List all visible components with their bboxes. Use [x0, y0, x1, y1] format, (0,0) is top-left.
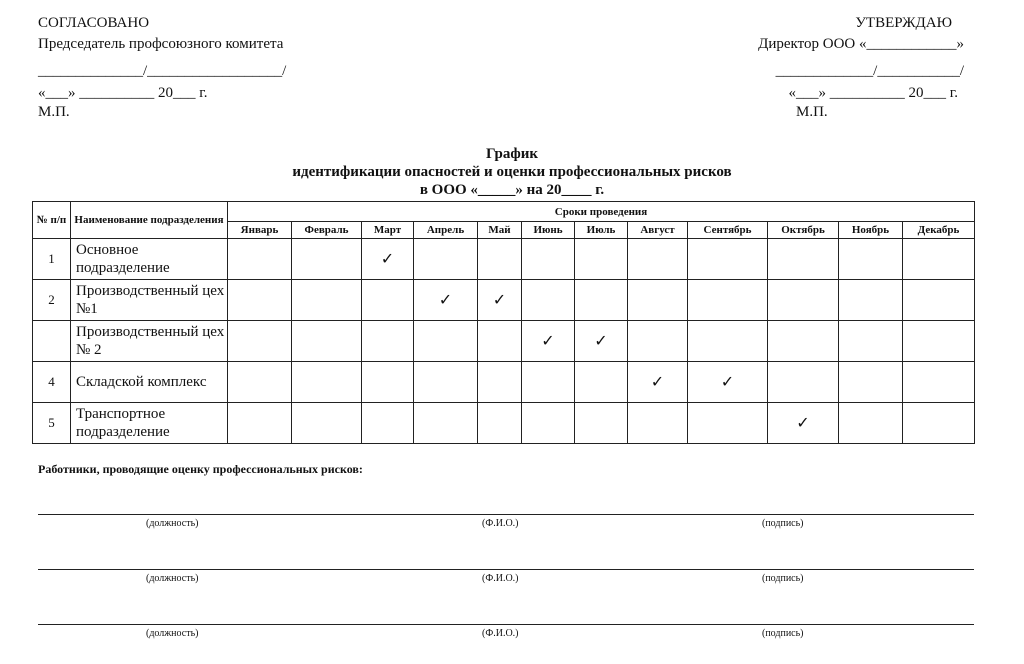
month-header: Май: [478, 222, 522, 239]
checkmark-icon: ✓: [650, 374, 665, 391]
department-name: Основное подразделение: [71, 239, 228, 280]
signature-line-1: [38, 514, 974, 515]
schedule-cell: [628, 239, 688, 280]
schedule-cell: [522, 321, 575, 362]
month-header: Июль: [575, 222, 628, 239]
schedule-cell: [628, 362, 688, 403]
approval-sign-line: ______________/__________________/: [38, 63, 287, 79]
month-header: Ноябрь: [839, 222, 903, 239]
approval-stamp: М.П.: [38, 104, 70, 120]
table-row: [33, 362, 975, 403]
schedule-cell: [228, 321, 292, 362]
schedule-cell: [292, 403, 362, 444]
schedule-cell: [522, 403, 575, 444]
row-number: 5: [33, 403, 71, 444]
schedule-cell: [768, 321, 839, 362]
department-name: Складской комплекс: [71, 362, 228, 403]
schedule-cell: [688, 403, 768, 444]
approve-date-line: «___» __________ 20___ г.: [788, 85, 958, 101]
schedule-cell: [362, 321, 414, 362]
schedule-cell: [478, 362, 522, 403]
schedule-cell: [228, 239, 292, 280]
schedule-cell: [688, 321, 768, 362]
caption-position-3: (должность): [146, 628, 199, 639]
approval-position: Председатель профсоюзного комитета: [38, 36, 284, 52]
table-row: [33, 280, 975, 321]
row-number: 4: [33, 362, 71, 403]
schedule-cell: [688, 280, 768, 321]
month-header: Февраль: [292, 222, 362, 239]
schedule-cell: [292, 362, 362, 403]
table-row: [33, 239, 975, 280]
schedule-cell: [768, 403, 839, 444]
caption-name-2: (Ф.И.О.): [482, 573, 519, 584]
col-period-header: Сроки проведения: [228, 202, 975, 222]
schedule-cell: [628, 321, 688, 362]
month-header: Январь: [228, 222, 292, 239]
schedule-cell: [575, 280, 628, 321]
month-header: Сентябрь: [688, 222, 768, 239]
signature-line-3: [38, 624, 974, 625]
schedule-cell: [292, 321, 362, 362]
approve-sign-line: _____________/___________/: [775, 63, 964, 79]
document-subtitle-org: в ООО «_____» на 20____ г.: [419, 182, 605, 198]
row-number: 2: [33, 280, 71, 321]
document-subtitle: идентификации опасностей и оценки профессиональных рисков: [292, 164, 732, 180]
schedule-cell: [414, 403, 478, 444]
department-name: Производственный цех №1: [71, 280, 228, 321]
schedule-cell: [228, 403, 292, 444]
schedule-cell: [839, 362, 903, 403]
col-name-header: Наименование подразделения: [71, 202, 228, 239]
caption-name-1: (Ф.И.О.): [482, 518, 519, 529]
schedule-cell: [478, 321, 522, 362]
schedule-cell: [478, 239, 522, 280]
schedule-cell: [362, 403, 414, 444]
schedule-table: [32, 201, 975, 444]
schedule-cell: [903, 403, 975, 444]
schedule-cell: [768, 239, 839, 280]
schedule-cell: [903, 362, 975, 403]
row-number: [33, 321, 71, 362]
caption-signature-2: (подпись): [762, 573, 804, 584]
checkmark-icon: ✓: [380, 251, 395, 268]
schedule-cell: [903, 239, 975, 280]
approve-position: Директор ООО «____________»: [758, 36, 964, 52]
caption-signature-3: (подпись): [762, 628, 804, 639]
schedule-cell: [839, 280, 903, 321]
month-header: Октябрь: [768, 222, 839, 239]
schedule-cell: [362, 362, 414, 403]
schedule-cell: [522, 239, 575, 280]
col-number-header: № п/п: [33, 202, 71, 239]
schedule-cell: [414, 321, 478, 362]
department-name: Транспортное подразделение: [71, 403, 228, 444]
approval-date-line: «___» __________ 20___ г.: [38, 85, 208, 101]
checkmark-icon: ✓: [796, 415, 810, 432]
schedule-cell: [688, 362, 768, 403]
schedule-cell: [575, 362, 628, 403]
schedule-cell: [903, 280, 975, 321]
department-name: Производственный цех № 2: [71, 321, 228, 362]
month-header: Март: [362, 222, 414, 239]
checkmark-icon: ✓: [438, 292, 453, 309]
month-header: Декабрь: [903, 222, 975, 239]
checkmark-icon: ✓: [492, 292, 507, 309]
month-header: Август: [628, 222, 688, 239]
schedule-cell: [575, 239, 628, 280]
caption-name-3: (Ф.И.О.): [482, 628, 519, 639]
schedule-cell: [228, 362, 292, 403]
approve-stamp: М.П.: [796, 104, 828, 120]
schedule-cell: [292, 280, 362, 321]
checkmark-icon: ✓: [720, 374, 735, 391]
schedule-cell: [839, 321, 903, 362]
schedule-cell: [768, 362, 839, 403]
schedule-cell: [522, 280, 575, 321]
schedule-cell: [414, 239, 478, 280]
schedule-cell: [903, 321, 975, 362]
checkmark-icon: ✓: [541, 333, 555, 350]
schedule-cell: [478, 403, 522, 444]
caption-position-1: (должность): [146, 518, 199, 529]
schedule-cell: [575, 321, 628, 362]
caption-signature-1: (подпись): [762, 518, 804, 529]
schedule-cell: [839, 239, 903, 280]
schedule-cell: [575, 403, 628, 444]
schedule-cell: [362, 280, 414, 321]
schedule-cell: [688, 239, 768, 280]
approve-title: УТВЕРЖДАЮ: [855, 15, 952, 31]
checkmark-icon: ✓: [594, 333, 608, 350]
schedule-cell: [228, 280, 292, 321]
schedule-cell: [478, 280, 522, 321]
schedule-cell: [414, 280, 478, 321]
schedule-cell: [628, 403, 688, 444]
schedule-cell: [414, 362, 478, 403]
month-header: Июнь: [522, 222, 575, 239]
table-row: [33, 403, 975, 444]
signature-line-2: [38, 569, 974, 570]
row-number: 1: [33, 239, 71, 280]
workers-label: Работники, проводящие оценку профессиональных рисков:: [38, 462, 363, 476]
schedule-cell: [768, 280, 839, 321]
table-row: [33, 321, 975, 362]
schedule-cell: [292, 239, 362, 280]
caption-position-2: (должность): [146, 573, 199, 584]
schedule-cell: [522, 362, 575, 403]
month-header: Апрель: [414, 222, 478, 239]
schedule-cell: [839, 403, 903, 444]
schedule-cell: [628, 280, 688, 321]
document-title: График: [485, 146, 539, 162]
schedule-cell: [362, 239, 414, 280]
approval-title: СОГЛАСОВАНО: [38, 15, 150, 31]
